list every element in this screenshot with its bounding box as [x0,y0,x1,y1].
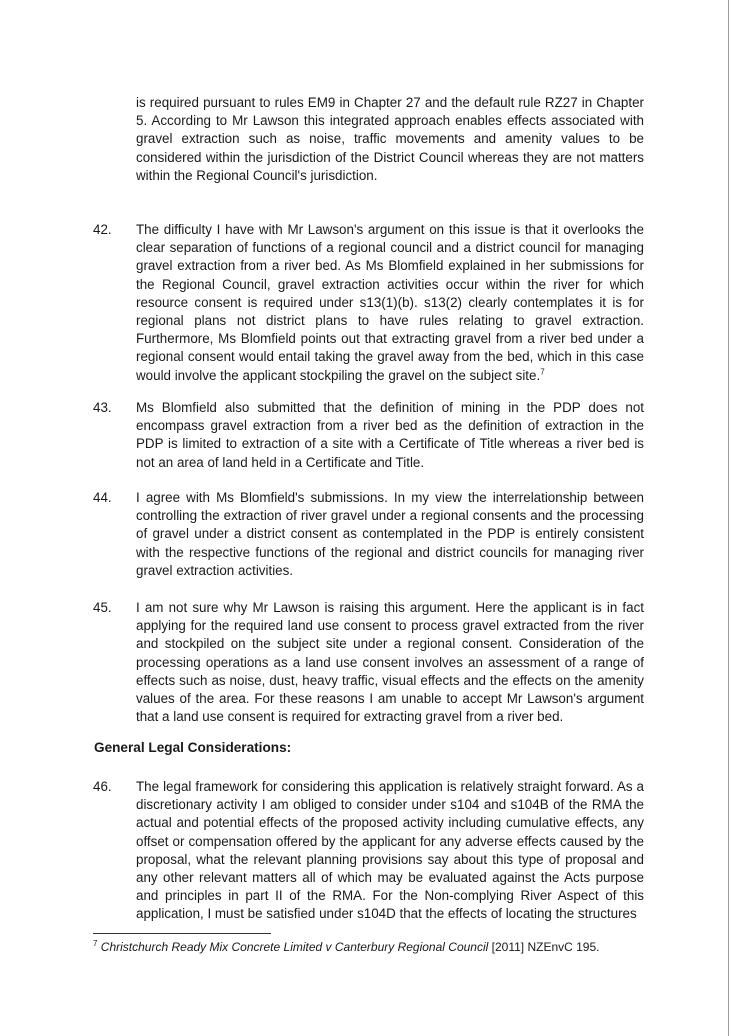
paragraph-text: The difficulty I have with Mr Lawson's argument on this issue is that it overlooks the clear separation of functions of a regional council and a district council for managing gravel extraction from a river bed. As Ms Blomfield explained in her submissions for the Regional Council, gravel extraction activities occur within the river for which resource consent is required under s13(1)(b). s13(2) clearly contemplates it is for regional plans not district plans to have rules relating to gravel extraction. Furthermore, Ms Blomfield points out that extracting gravel from a river bed under a regional consent would entail taking the gravel away from the bed, which in this case would involve the applicant stockpiling the gravel on the subject site. [136,222,644,383]
footnote-citation: [2011] NZEnvC 195. [491,940,600,954]
paragraph-43 [136,399,644,472]
paragraph-42 [136,221,644,385]
paragraph-text: Ms Blomfield also submitted that the definition of mining in the PDP does not encompass gravel extraction from a river bed as the definition of extraction in the PDP is limited to extraction of a site with a Certificate of Title whereas a river bed is not an area of land held in a Certificate and Title. [136,400,644,470]
paragraph-45 [136,599,644,726]
paragraph-number-44: 44. [93,490,112,505]
paragraph-number-46: 46. [93,779,112,794]
paragraph-number-42: 42. [93,222,112,237]
paragraph-continued [136,94,644,185]
paragraph-text: I am not sure why Mr Lawson is raising this argument. Here the applicant is in fact applying for the required land use consent to process gravel extracted from the river and stockpiled on the subject site under a regional consent. Consideration of the processing operations as a land use consent involves an assessment of a range of effects such as noise, dust, heavy traffic, visual effects and the effects on the amenity values of the area. For these reasons I am unable to accept Mr Lawson's argument that a land use consent is required for extracting gravel from a river bed. [136,600,644,725]
footnote-marker: 7 [93,939,98,948]
footnote [93,939,599,955]
footnote-separator [93,933,271,934]
footnote-reference[interactable]: 7 [540,367,545,377]
footnote-case-name: Christchurch Ready Mix Concrete Limited v Canterbury Regional Council [100,940,489,954]
paragraph-text: The legal framework for considering this application is relatively straight forward. As a discretionary activity I am obliged to consider under s104 and s104B of the RMA the actual and potential effects of the proposed activity including cumulative effects, any offset or compensation offered by the applicant for any adverse effects caused by the proposal, what the relevant planning provisions say about this type of proposal and any other relevant matters all of which may be evaluated against the Acts purpose and principles in part II of the RMA. For the Non-complying River Aspect of this application, I must be satisfied under s104D that the effects of locating the structures [136,779,644,922]
paragraph-44 [136,489,644,580]
paragraph-46 [136,778,644,924]
paragraph-number-45: 45. [93,600,112,615]
paragraph-text: is required pursuant to rules EM9 in Chapter 27 and the default rule RZ27 in Chapter 5. According to Mr Lawson this integrated approach enables effects associated with gravel extraction such as noise, traffic movements and amenity values to be considered within the jurisdiction of the District Council whereas they are not matters within the Regional Council's jurisdiction. [136,95,644,183]
section-heading: General Legal Considerations: [94,740,292,755]
paragraph-text: I agree with Ms Blomfield's submissions. In my view the interrelationship between controlling the extraction of river gravel under a regional consents and the processing of gravel under a district consent as contemplated in the PDP is entirely consistent with the respective functions of the regional and district councils for managing river gravel extraction activities. [136,490,644,578]
paragraph-number-43: 43. [93,400,112,415]
